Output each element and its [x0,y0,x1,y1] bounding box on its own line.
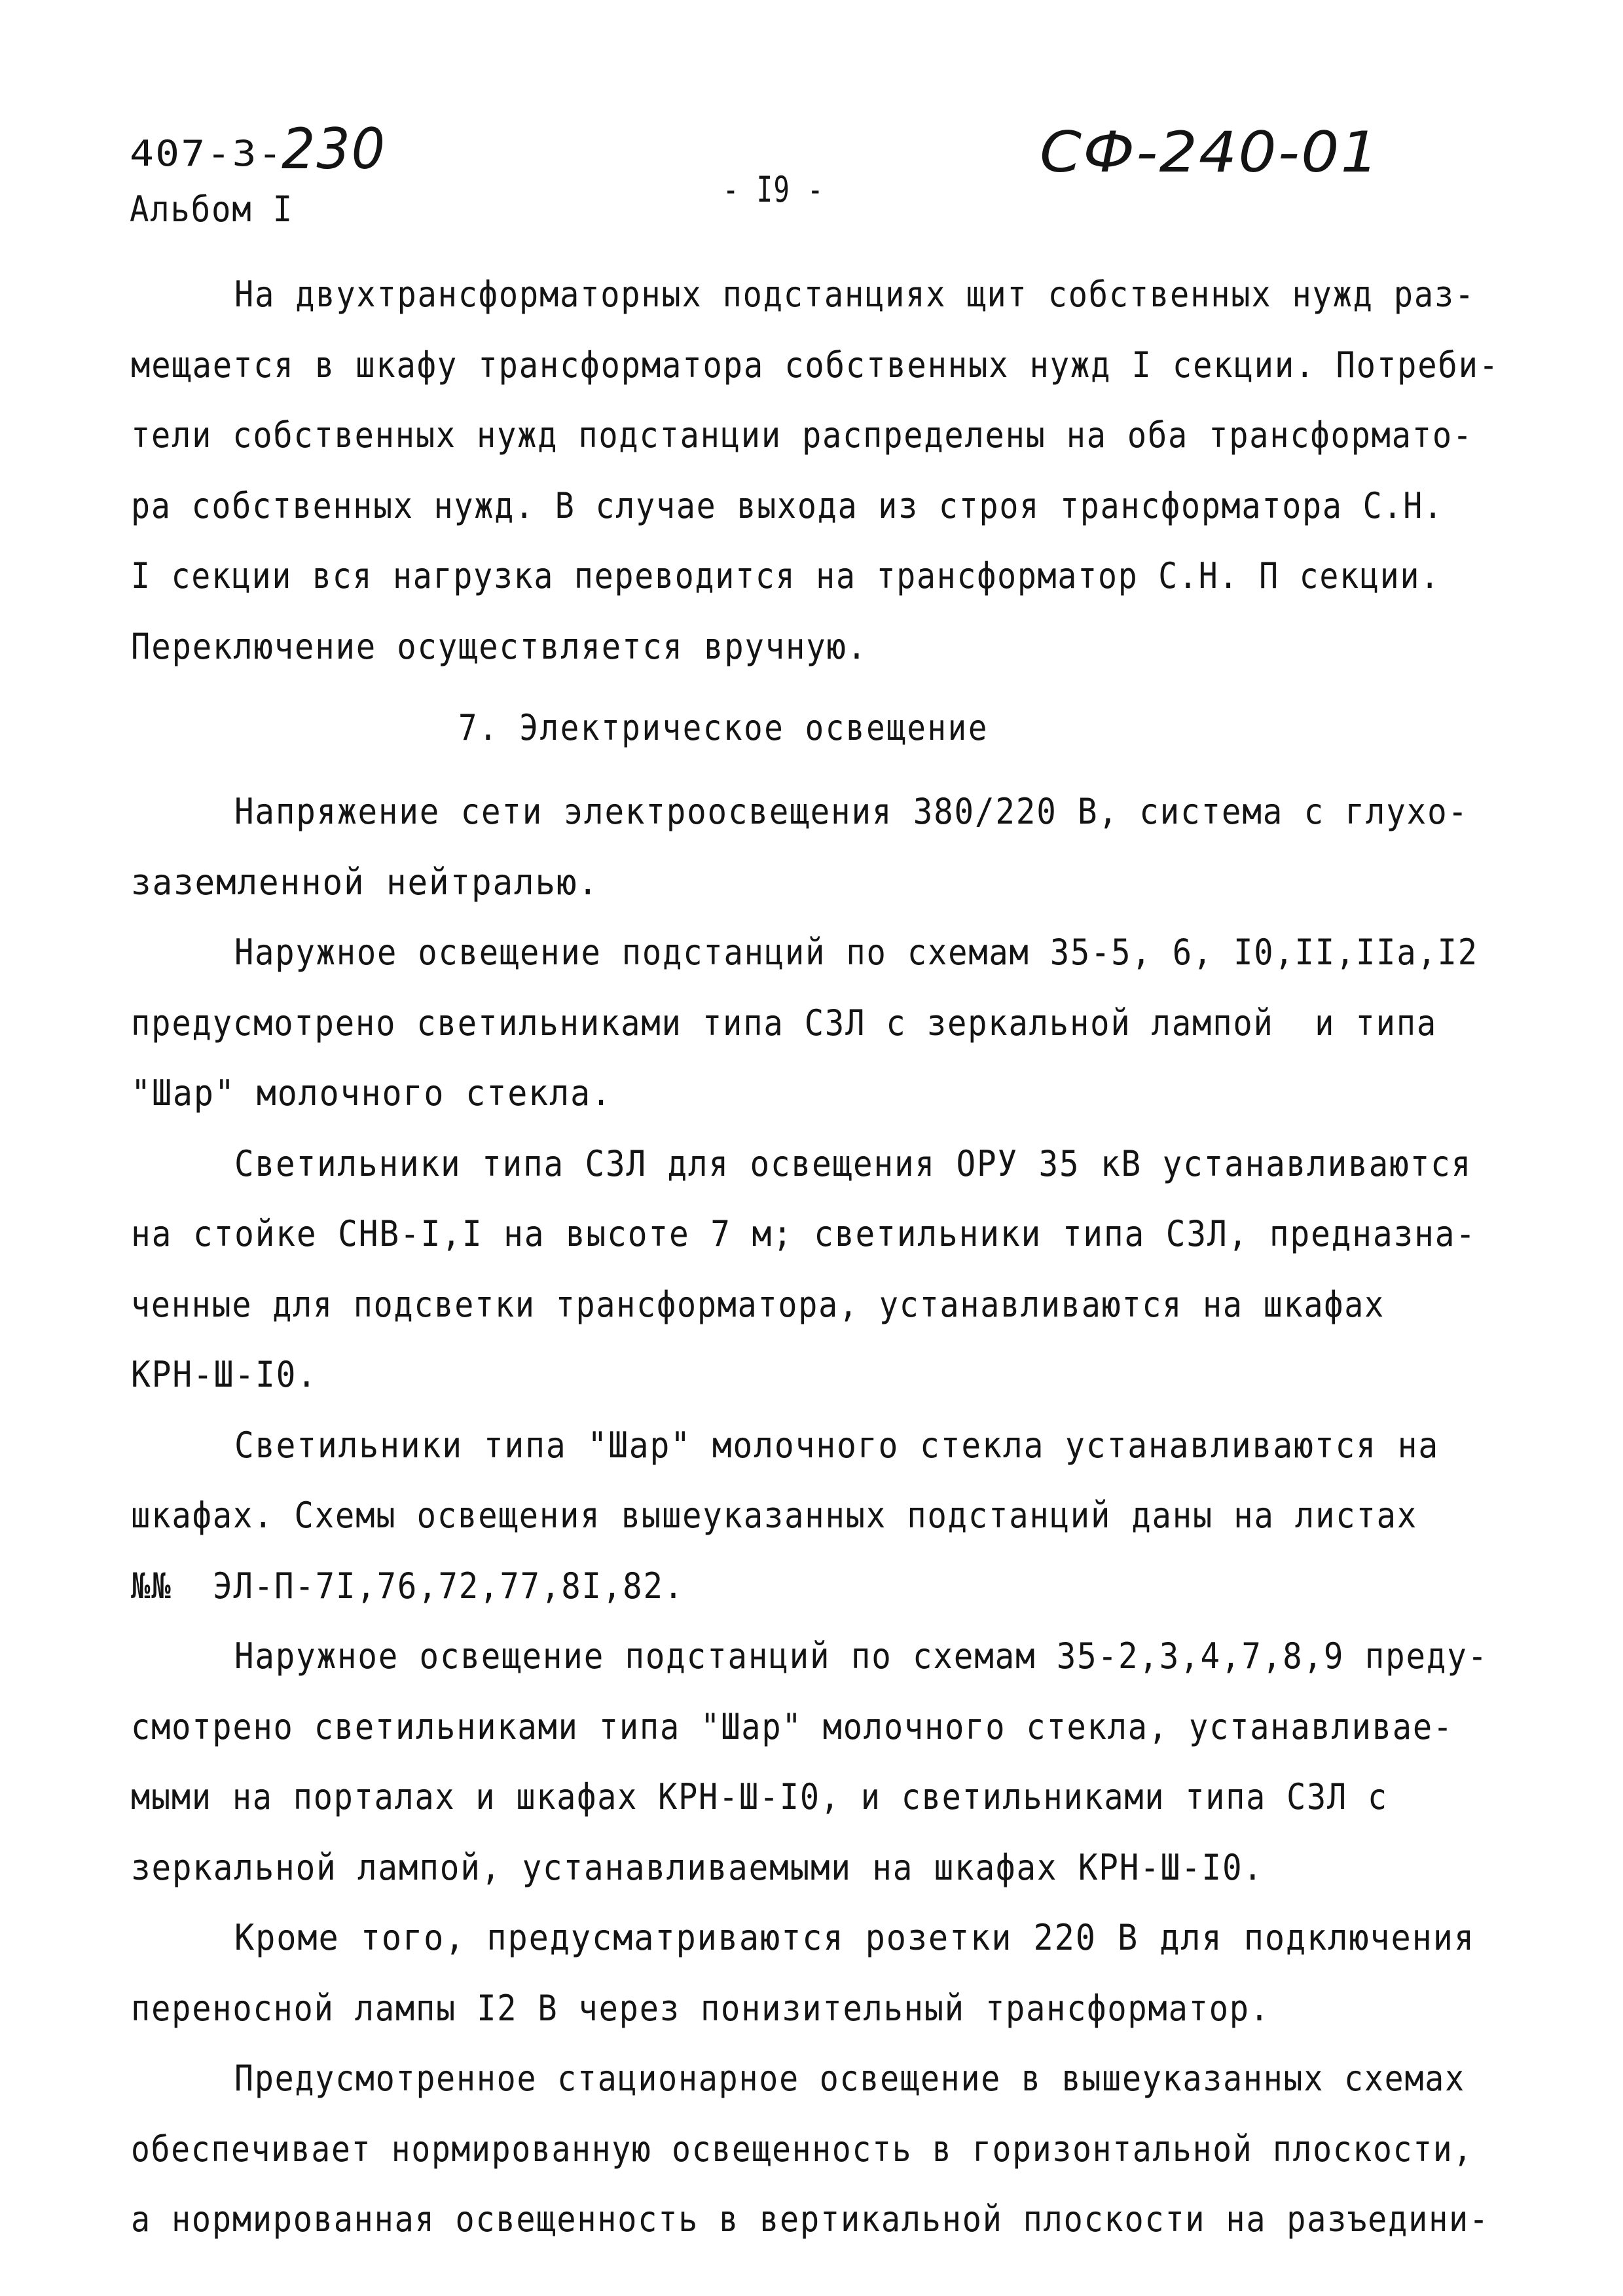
p1-line-1: На двухтрансформаторных подстанциях щит собственных нужд раз- [234,274,1476,315]
p8-line-2: обеспечивает нормированную освещенность в горизонтальной плоскости, [131,2128,1474,2170]
doc-code-prefix: 407-3- [130,133,283,174]
p6-line-4: зеркальной лампой, устанавливаемыми на шкафах КРН-Ш-I0. [131,1847,1264,1888]
p6-line-2: смотрено светильниками типа "Шар" молочного стекла, устанавливае- [131,1706,1454,1747]
p2-line-2: заземленной нейтралью. [131,862,599,903]
p4-line-4: КРН-Ш-I0. [131,1354,318,1395]
p8-line-3: а нормированная освещенность в вертикальной плоскости на разъедини- [131,2198,1489,2240]
p1-line-2: мещается в шкафу трансформатора собственных нужд I секции. Потреби- [131,344,1500,386]
p5-line-3: №№ ЭЛ-П-7I,76,72,77,8I,82. [131,1565,685,1607]
section-heading: 7. Электрическое освещение [458,707,989,748]
p3-line-2: предусмотрено светильниками типа СЗЛ с зеркальной лампой и типа [131,1002,1438,1044]
album-label: Альбом I [130,189,294,230]
p6-line-1: Наружное освещение подстанций по схемам 35-2,3,4,7,8,9 преду- [234,1635,1489,1677]
p7-line-1: Кроме того, предусматриваются розетки 220 В для подключения [234,1917,1476,1958]
doc-code-number-handwritten: 230 [282,117,386,182]
p1-line-3: тели собственных нужд подстанции распределены на оба трансформато- [131,414,1473,456]
p3-line-1: Наружное освещение подстанций по схемам 35-5, 6, I0,II,IIа,I2 [234,932,1478,973]
p5-line-1: Светильники типа "Шар" молочного стекла устанавливаются на [234,1425,1440,1466]
sheet-code-handwritten: СФ-240-01 [1040,120,1381,185]
p3-line-3: "Шар" молочного стекла. [131,1072,613,1114]
page-number: - I9 - [723,169,824,210]
p1-line-6: Переключение осуществляется вручную. [131,626,867,667]
p7-line-2: переносной лампы I2 В через понизительный трансформатор. [131,1988,1270,2029]
p1-line-4: ра собственных нужд. В случае выхода из строя трансформатора С.Н. [131,485,1444,526]
p2-line-1: Напряжение сети электроосвещения 380/220 В, система с глухо- [234,791,1468,832]
p4-line-3: ченные для подсветки трансформатора, устанавливаются на шкафах [131,1284,1385,1325]
p5-line-2: шкафах. Схемы освещения вышеуказанных подстанций даны на листах [131,1495,1418,1536]
p4-line-2: на стойке СНВ-I,I на высоте 7 м; светильники типа СЗЛ, предназна- [131,1213,1476,1254]
p1-line-5: I секции вся нагрузка переводится на трансформатор С.Н. П секции. [131,555,1441,596]
p4-line-1: Светильники типа СЗЛ для освещения ОРУ 35 кВ устанавливаются [234,1143,1472,1184]
p6-line-3: мыми на порталах и шкафах КРН-Ш-I0, и светильниками типа СЗЛ с [131,1776,1388,1817]
p8-line-1: Предусмотренное стационарное освещение в вышеуказанных схемах [234,2058,1465,2099]
